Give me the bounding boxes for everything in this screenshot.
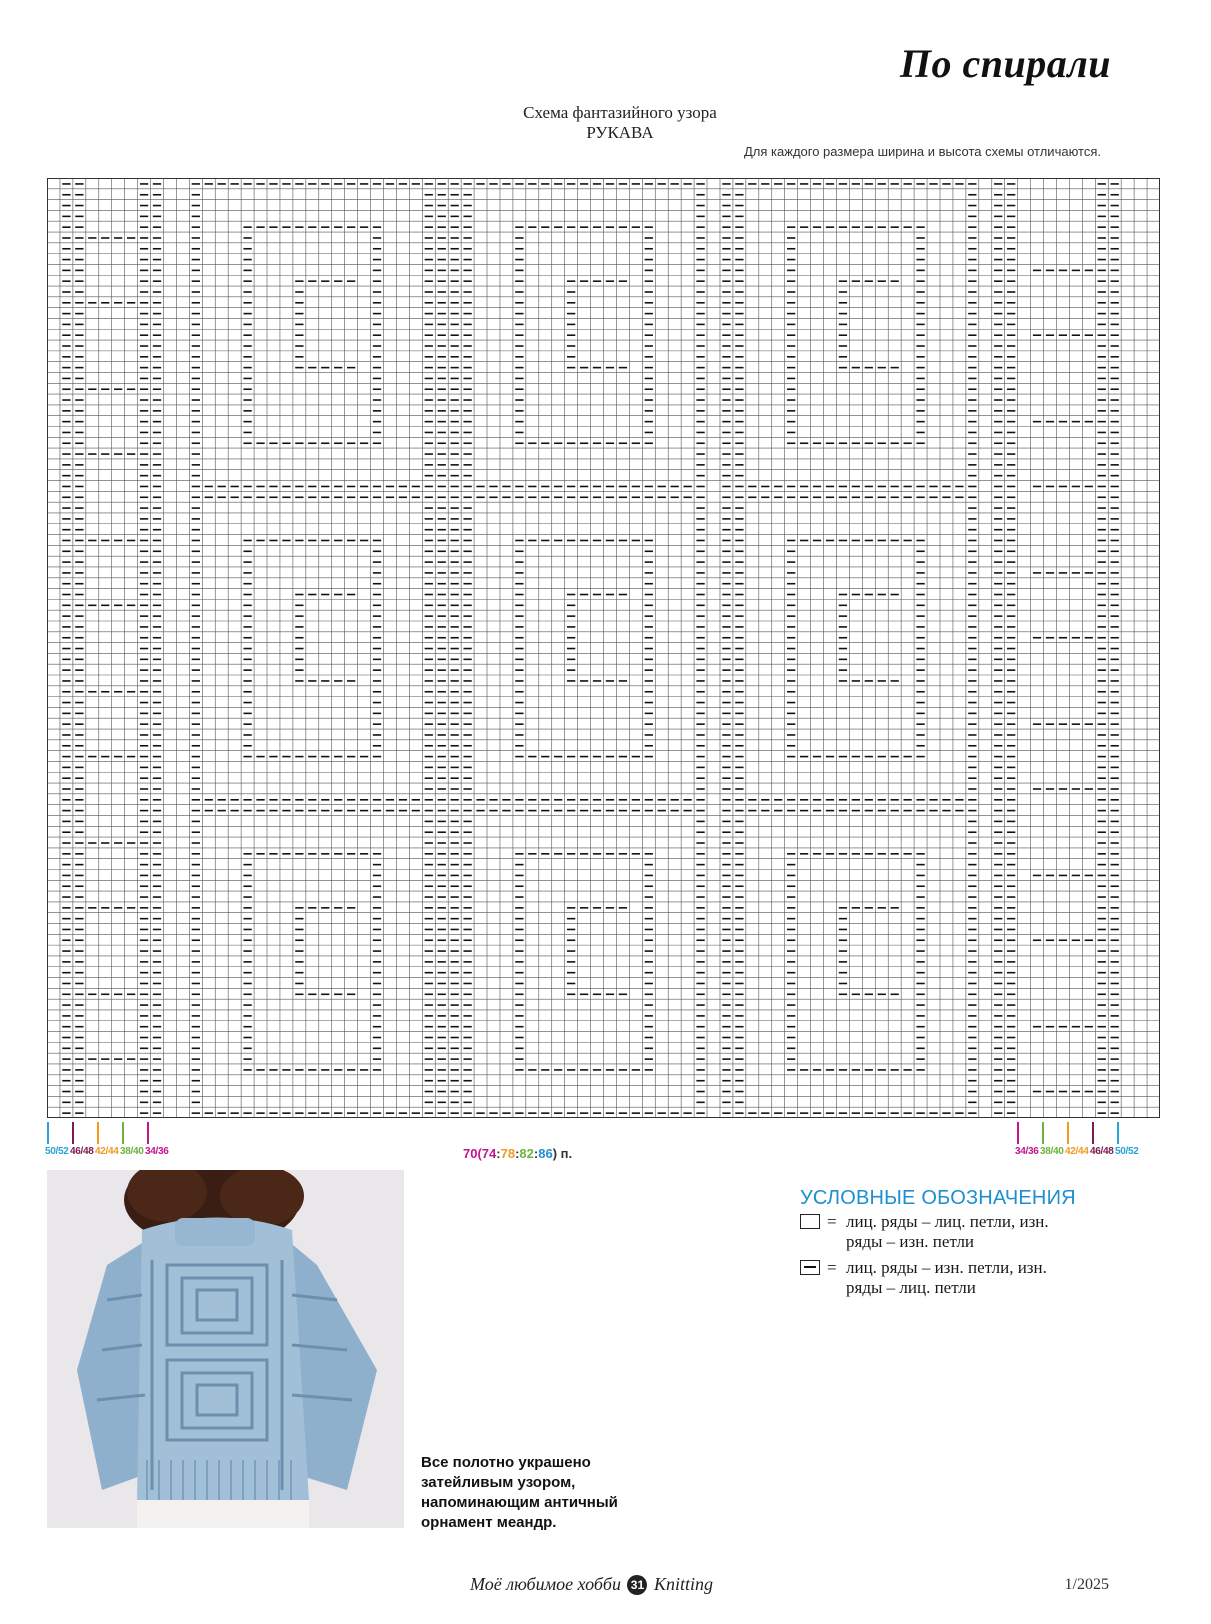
sweater-photo (47, 1170, 404, 1528)
stitch-size-value: 74 (481, 1146, 497, 1161)
stitch-size-value: 82 (519, 1146, 534, 1161)
legend-equals: = (827, 1258, 837, 1277)
caption-line: Все полотно украшено (421, 1454, 591, 1471)
chart-note: Для каждого размера ширина и высота схемы отличаются. (744, 144, 1101, 159)
legend-title: УСЛОВНЫЕ ОБОЗНАЧЕНИЯ (800, 1187, 1076, 1209)
size-separator: : (515, 1146, 520, 1161)
size-marker-tick (122, 1122, 124, 1144)
size-marker-label: 38/40 (1040, 1146, 1064, 1157)
chart-title-line2: РУКАВА (586, 123, 654, 142)
size-marker-tick (147, 1122, 149, 1144)
legend-equals: = (827, 1212, 837, 1231)
size-marker-tick (1092, 1122, 1094, 1144)
size-marker-tick (1017, 1122, 1019, 1144)
size-marker-tick (1067, 1122, 1069, 1144)
legend (800, 1187, 1140, 1298)
knitting-chart (47, 178, 1160, 1118)
size-marker-tick (72, 1122, 74, 1144)
legend-text: ряды – изн. петли (846, 1232, 975, 1251)
footer-issue: 1/2025 (1064, 1576, 1109, 1593)
size-marker-label: 38/40 (120, 1146, 144, 1157)
stitch-size-value: 86 (538, 1146, 553, 1161)
size-marker-label: 34/36 (1015, 1146, 1039, 1157)
page-title: По спирали (899, 41, 1111, 86)
size-separator: : (496, 1146, 501, 1161)
footer-magazine (470, 1574, 713, 1595)
size-separator: : (533, 1146, 539, 1161)
caption-line: напоминающим античный (421, 1494, 618, 1511)
page-number-badge: 31 (627, 1575, 647, 1595)
stitch-count-sizes (482, 1146, 553, 1161)
caption-line: затейливым узором, (421, 1474, 576, 1491)
caption-line: орнамент меандр. (421, 1514, 557, 1531)
size-marker-label: 42/44 (95, 1146, 119, 1157)
chart-title (430, 103, 810, 143)
stitch-count-prefix: 70( (463, 1146, 482, 1161)
legend-text: лиц. ряды – лиц. петли, изн. (846, 1212, 1049, 1231)
size-marker-tick (97, 1122, 99, 1144)
size-marker-label: 46/48 (1090, 1146, 1114, 1157)
legend-item-knit (800, 1212, 1140, 1252)
chart-title-line1: Схема фантазийного узора (523, 103, 717, 122)
footer-magazine-left: Моё любимое хобби (470, 1574, 621, 1594)
empty-cell-icon (800, 1214, 820, 1229)
legend-item-purl (800, 1258, 1140, 1298)
stitch-count (463, 1146, 572, 1161)
sweater-illustration (47, 1170, 404, 1528)
size-marker-label: 42/44 (1065, 1146, 1089, 1157)
size-marker-label: 50/52 (1115, 1146, 1139, 1157)
size-marker-label: 46/48 (70, 1146, 94, 1157)
size-marker-label: 50/52 (45, 1146, 69, 1157)
legend-text: ряды – лиц. петли (846, 1278, 976, 1297)
dash-cell-icon (800, 1260, 820, 1275)
knitting-chart-grid (47, 178, 1160, 1118)
size-marker-tick (1042, 1122, 1044, 1144)
footer-magazine-right: Knitting (653, 1574, 713, 1594)
photo-caption (421, 1453, 681, 1533)
size-marker-tick (47, 1122, 49, 1144)
stitch-size-value: 78 (500, 1146, 516, 1161)
stitch-count-suffix: ) п. (552, 1146, 573, 1161)
size-marker-tick (1117, 1122, 1119, 1144)
size-marker-label: 34/36 (145, 1146, 169, 1157)
legend-text: лиц. ряды – изн. петли, изн. (846, 1258, 1047, 1277)
